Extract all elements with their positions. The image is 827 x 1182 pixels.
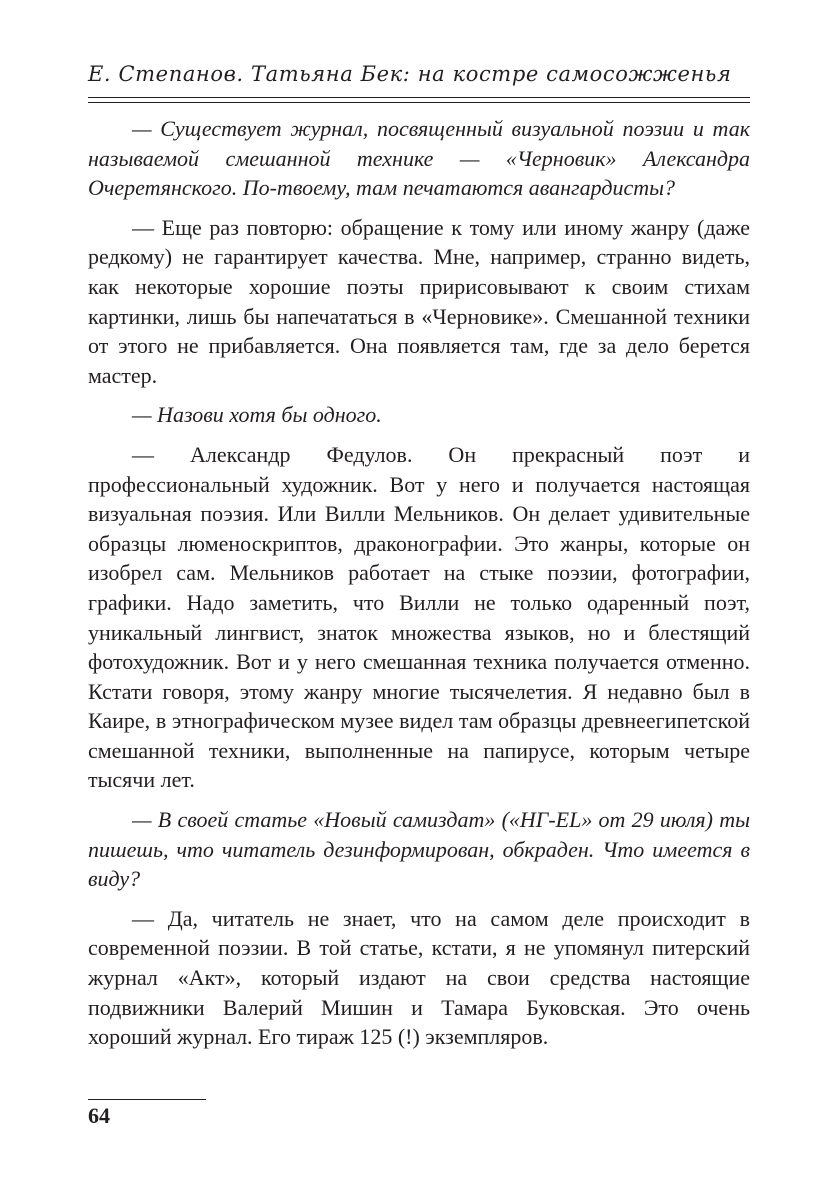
question-paragraph-2: — Назови хотя бы одного.: [132, 402, 382, 428]
answer-paragraph-2: — Александр Федулов. Он прекрасный поэт и профессиональный художник. Вот у него и получается настоящая визуальная поэзия. Или Вилли Мельников. Он делает удивительные образцы люменоскриптов, драконографии. Это жанры, которые он изобрел сам. Мельников работает на стыке поэзии, фотографии, графики. Надо заметить, что Вилли не только одаренный поэт, уникальный лингвист, знаток множества языков, но и блестящий фотохудожник. Вот и у него смешанная техника получается отменно. Кстати говоря, этому жанру многие тысячелетия. Я недавно был в Каире, в этнографическом музее видел там образцы древнеегипетской смешанной техники, выполненные на папирусе, которым четыре тысячи лет.: [88, 441, 750, 793]
header-rule-top: [88, 97, 750, 98]
footer-rule: [88, 1099, 206, 1100]
running-head: Е. Степанов. Татьяна Бек: на костре самосожженья: [88, 62, 732, 86]
header-rule-bottom: [88, 102, 750, 103]
page-number: 64: [88, 1103, 110, 1128]
question-paragraph-3: — В своей статье «Новый самиздат» («НГ-EL» от 29 июля) ты пишешь, что читатель дезинформирован, обкраден. Что имеется в виду?: [88, 807, 750, 892]
answer-paragraph-1: — Еще раз повторю: обращение к тому или иному жанру (даже редкому) не гарантирует качества. Мне, например, странно видеть, как некоторые хорошие поэты пририсовывают к своим стихам картинки, лишь бы напечататься в «Черновике». Смешанной техники от этого не прибавляется. Она появляется там, где за дело берется мастер.: [88, 214, 750, 388]
answer-paragraph-3: — Да, читатель не знает, что на самом деле происходит в современной поэзии. В той статье, кстати, я не упомянул питерский журнал «Акт», который издают на свои средства настоящие подвижники Валерий Мишин и Тамара Буковская. Это очень хороший журнал. Его тираж 125 (!) экземпляров.: [88, 905, 750, 1050]
interview-body: [88, 114, 750, 1062]
question-paragraph-1: — Существует журнал, посвященный визуальной поэзии и так называемой смешанной технике — «Черновик» Александра Очеретянского. По-твоему, там печатаются авангардисты?: [88, 116, 750, 201]
